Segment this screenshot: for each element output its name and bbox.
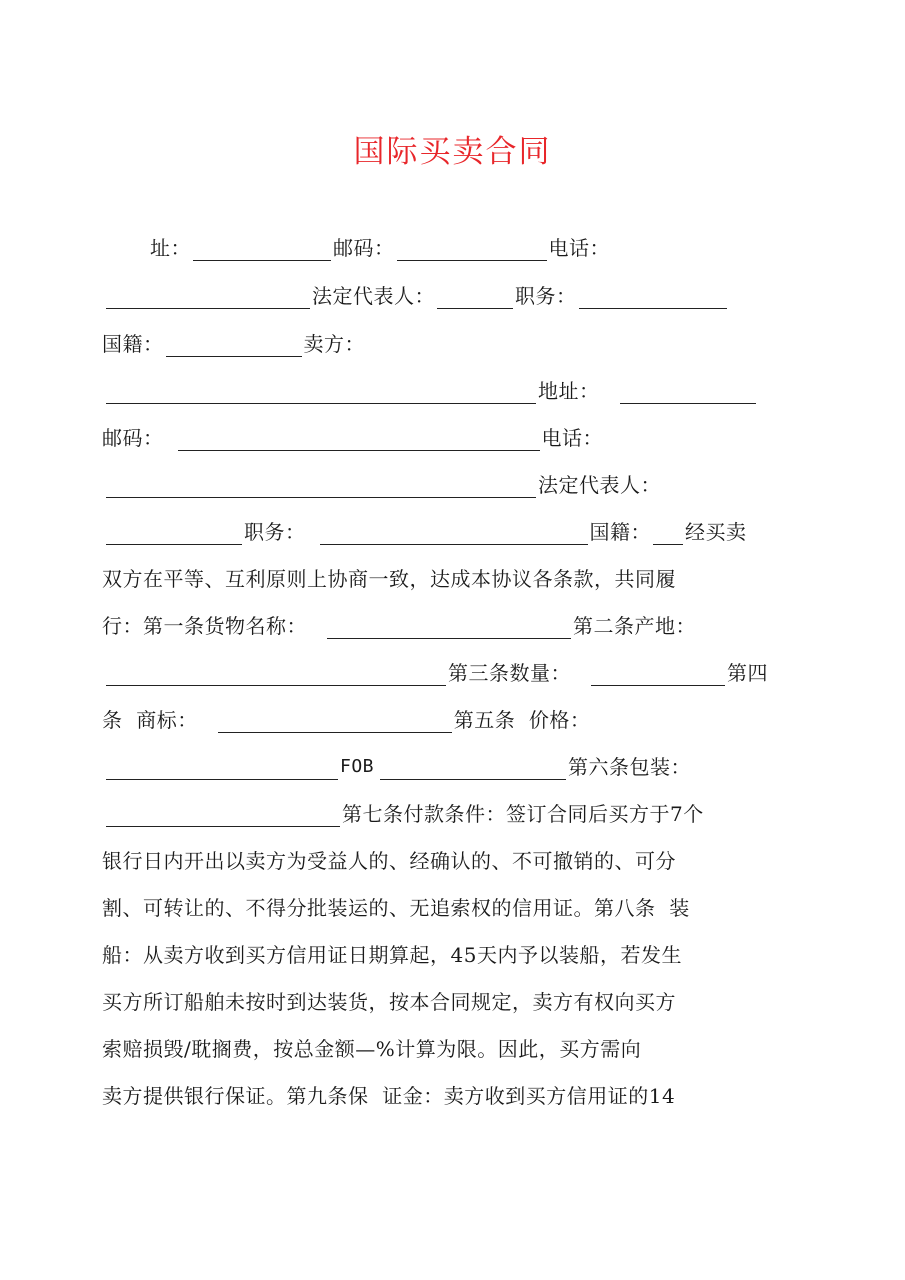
text-line bbox=[102, 893, 690, 923]
blank-seller-address[interactable] bbox=[620, 377, 756, 404]
label-origin: 第二条产地： bbox=[573, 614, 696, 638]
document-title: 国际买卖合同 bbox=[353, 134, 552, 170]
text-line bbox=[102, 1034, 641, 1064]
blank-seller-position[interactable] bbox=[320, 518, 588, 545]
label-legal-rep: 法定代表人： bbox=[312, 284, 435, 308]
label-seller-position: 职务： bbox=[244, 520, 306, 544]
text-line bbox=[102, 423, 603, 453]
blank-seller-phone[interactable] bbox=[106, 471, 536, 498]
blank-trademark[interactable] bbox=[218, 706, 452, 733]
blank-address[interactable] bbox=[193, 234, 331, 261]
text-fragment: 买方所订船舶未按时到达装货，按本合同规定，卖方有权向买方 bbox=[102, 990, 676, 1014]
label-seller-address: 地址： bbox=[538, 379, 600, 403]
blank-legal-rep[interactable] bbox=[437, 282, 513, 309]
label-seller-phone: 电话： bbox=[541, 426, 603, 450]
text-line bbox=[102, 940, 682, 970]
label-address: 址： bbox=[150, 236, 191, 260]
text-line bbox=[104, 517, 747, 547]
text-line bbox=[102, 705, 590, 735]
blank-goods-name[interactable] bbox=[327, 612, 571, 639]
text-line bbox=[150, 233, 610, 263]
label-seller-legal-rep: 法定代表人： bbox=[538, 473, 661, 497]
text-line bbox=[104, 799, 704, 829]
text-line bbox=[102, 1081, 675, 1111]
text-fragment: 银行日内开出以卖方为受益人的、经确认的、不可撤销的、可分 bbox=[102, 849, 676, 873]
label-price: 第五条 价格： bbox=[453, 708, 591, 732]
label-goods-name: 行：第一条货物名称： bbox=[102, 614, 307, 638]
text-fragment: 索赔损毁/耽搁费，按总金额—%计算为限。因此，买方需向 bbox=[102, 1037, 642, 1061]
label-quantity: 第三条数量： bbox=[448, 661, 571, 685]
blank-postcode[interactable] bbox=[397, 234, 547, 261]
text-line bbox=[104, 658, 768, 688]
label-nationality: 国籍： bbox=[102, 332, 164, 356]
text-fragment: 双方在平等、互利原则上协商一致，达成本协议各条款，共同履 bbox=[102, 567, 676, 591]
label-packing: 第六条包装： bbox=[568, 755, 692, 779]
label-article-four: 第四 bbox=[727, 661, 768, 685]
label-seller: 卖方： bbox=[303, 332, 365, 356]
text-line bbox=[102, 329, 365, 359]
text-line bbox=[102, 846, 676, 876]
label-seller-nationality: 国籍： bbox=[589, 520, 651, 544]
label-fob: FOB bbox=[340, 756, 375, 777]
text-line bbox=[104, 752, 691, 782]
text-line bbox=[104, 470, 661, 500]
text-fragment: 卖方提供银行保证。第九条保 证金：卖方收到买方信用证的14 bbox=[102, 1084, 676, 1108]
text-fragment: 第七条付款条件：签订合同后买方于7个 bbox=[342, 802, 704, 826]
blank-nationality[interactable] bbox=[166, 330, 302, 357]
blank-seller-postcode[interactable] bbox=[178, 424, 540, 451]
blank-fob[interactable] bbox=[380, 753, 566, 780]
blank-quantity[interactable] bbox=[591, 659, 725, 686]
text-fragment: 经买卖 bbox=[685, 520, 747, 544]
label-seller-postcode: 邮码： bbox=[102, 426, 164, 450]
blank-phone[interactable] bbox=[106, 282, 310, 309]
blank-seller-nationality[interactable] bbox=[653, 518, 683, 545]
text-fragment: 船：从卖方收到买方信用证日期算起，45天内予以装船，若发生 bbox=[102, 943, 682, 967]
blank-seller-legal-rep[interactable] bbox=[106, 518, 242, 545]
blank-packing[interactable] bbox=[106, 800, 340, 827]
text-line bbox=[102, 611, 696, 641]
label-phone: 电话： bbox=[548, 236, 610, 260]
text-line bbox=[104, 376, 758, 406]
blank-seller[interactable] bbox=[106, 377, 536, 404]
text-line bbox=[104, 281, 729, 311]
blank-position[interactable] bbox=[579, 282, 727, 309]
label-postcode: 邮码： bbox=[333, 236, 395, 260]
blank-price[interactable] bbox=[106, 753, 338, 780]
blank-origin[interactable] bbox=[106, 659, 446, 686]
text-line bbox=[102, 564, 676, 594]
text-fragment: 割、可转让的、不得分批装运的、无追索权的信用证。第八条 装 bbox=[102, 896, 690, 920]
label-trademark: 条 商标： bbox=[102, 708, 198, 732]
text-line bbox=[102, 987, 676, 1017]
label-position: 职务： bbox=[515, 284, 577, 308]
